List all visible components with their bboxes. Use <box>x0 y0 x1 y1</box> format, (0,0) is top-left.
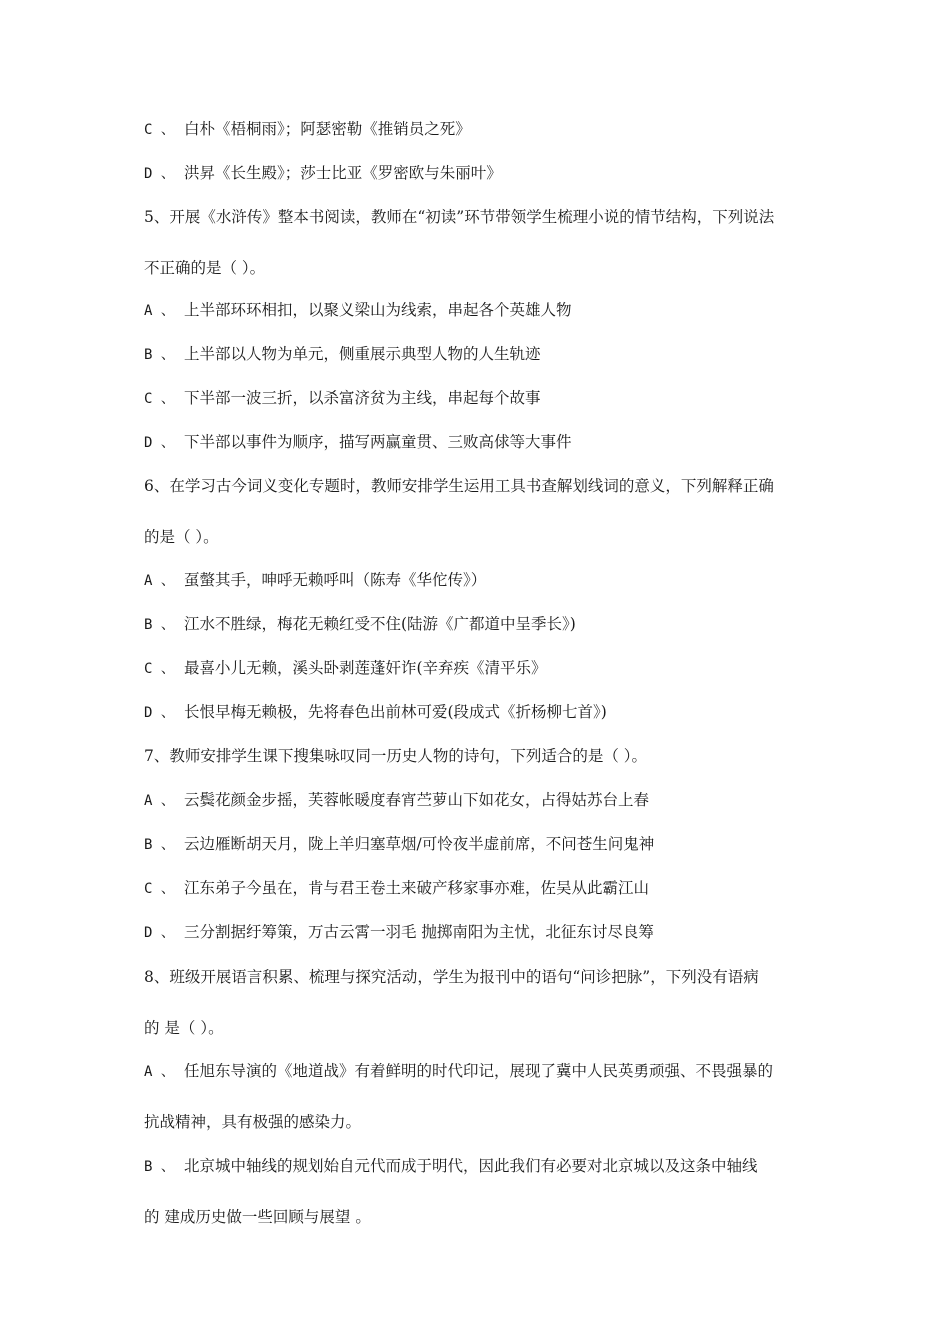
q7-option-c <box>144 877 824 900</box>
option-letter: B 、 <box>144 837 175 853</box>
option-letter: A 、 <box>144 303 175 319</box>
q6-option-c <box>144 657 824 680</box>
q8-stem-line1: 8、班级开展语言积累、梳理与探究活动，学生为报刊中的语句“问诊把脉”，下列没有语病 <box>144 968 759 986</box>
q5-stem-line1: 5、开展《水浒传》整本书阅读，教师在“初读”环节带领学生梳理小说的情节结构，下列说法 <box>144 208 775 226</box>
q5-stem-line2: 不正确的是（ ）。 <box>144 259 266 277</box>
option-text: 云鬓花颜金步摇，芙蓉帐暖度春宵苎萝山下如花女，占得姑苏台上春 <box>184 791 650 809</box>
q6-option-d <box>144 701 824 724</box>
option-text: 上半部环环相扣，以聚义梁山为线索，串起各个英雄人物 <box>184 301 572 319</box>
option-letter: B 、 <box>144 1159 175 1175</box>
q8-stem-line2: 的 是（ ）。 <box>144 1019 224 1037</box>
q8-option-b-cont: 的 建成历史做一些回顾与展望 。 <box>144 1208 371 1226</box>
option-letter: A 、 <box>144 793 175 809</box>
option-text: 白朴《梧桐雨》；阿瑟密勒《推销员之死》 <box>184 120 471 138</box>
q4-option-c <box>144 118 824 141</box>
option-text: 北京城中轴线的规划始自元代而成于明代，因此我们有必要对北京城以及这条中轴线 <box>184 1157 758 1175</box>
option-text: 三分割据纡筹策，万古云霄一羽毛 抛掷南阳为主忧，北征东讨尽良筹 <box>184 923 654 941</box>
option-text: 江东弟子今虽在，肯与君王卷土来破产移家事亦难，佐吴从此霸江山 <box>184 879 650 897</box>
q6-option-b <box>144 613 824 636</box>
option-text: 下半部以事件为顺序，描写两赢童贯、三败高俅等大事件 <box>184 433 572 451</box>
q5-option-c <box>144 387 824 410</box>
option-text: 下半部一波三折，以杀富济贫为主线，串起每个故事 <box>184 389 541 407</box>
option-letter: D 、 <box>144 166 175 182</box>
option-letter: D 、 <box>144 925 175 941</box>
option-letter: C 、 <box>144 122 175 138</box>
option-text: 云边雁断胡天月，陇上羊归塞草烟/可怜夜半虚前席，不问苍生问鬼神 <box>184 835 655 853</box>
q4-option-d <box>144 162 824 185</box>
q5-option-b <box>144 343 824 366</box>
option-letter: A 、 <box>144 1064 175 1080</box>
q5-option-a <box>144 299 824 322</box>
q8-option-a-cont: 抗战精神，具有极强的感染力。 <box>144 1113 362 1131</box>
option-letter: B 、 <box>144 347 175 363</box>
q8-option-b <box>144 1155 824 1178</box>
option-letter: D 、 <box>144 705 175 721</box>
option-text: 上半部以人物为单元，侧重展示典型人物的人生轨迹 <box>184 345 541 363</box>
q7-option-d <box>144 921 824 944</box>
option-text: 洪昇《长生殿》；莎士比亚《罗密欧与朱丽叶》 <box>184 164 502 182</box>
option-letter: C 、 <box>144 881 175 897</box>
option-letter: D 、 <box>144 435 175 451</box>
option-text: 虿螫其手，呻呼无赖呼叫（陈寿《华佗传》） <box>184 571 487 589</box>
option-text: 最喜小儿无赖，溪头卧剥莲蓬奸诈(辛弃疾《清平乐》 <box>184 659 547 677</box>
option-text: 江水不胜绿，梅花无赖红受不住(陆游《广都道中呈季长》) <box>184 615 576 633</box>
q6-stem-line2: 的是（ ）。 <box>144 528 219 546</box>
option-letter: B 、 <box>144 617 175 633</box>
q5-option-d <box>144 431 824 454</box>
q7-option-b <box>144 833 824 856</box>
option-letter: C 、 <box>144 391 175 407</box>
option-letter: A 、 <box>144 573 175 589</box>
option-text: 任旭东导演的《地道战》有着鲜明的时代印记，展现了冀中人民英勇顽强、不畏强暴的 <box>184 1062 774 1080</box>
q6-stem-line1: 6、在学习古今词义变化专题时，教师安排学生运用工具书查解划线词的意义，下列解释正确 <box>144 477 774 495</box>
option-text: 长恨早梅无赖极，先将春色出前林可爱(段成式《折杨柳七首》) <box>184 703 607 721</box>
q7-option-a <box>144 789 824 812</box>
q8-option-a <box>144 1060 824 1083</box>
q7-stem-line1: 7、教师安排学生课下搜集咏叹同一历史人物的诗句，下列适合的是（ ）。 <box>144 747 648 765</box>
q6-option-a <box>144 569 824 592</box>
option-letter: C 、 <box>144 661 175 677</box>
